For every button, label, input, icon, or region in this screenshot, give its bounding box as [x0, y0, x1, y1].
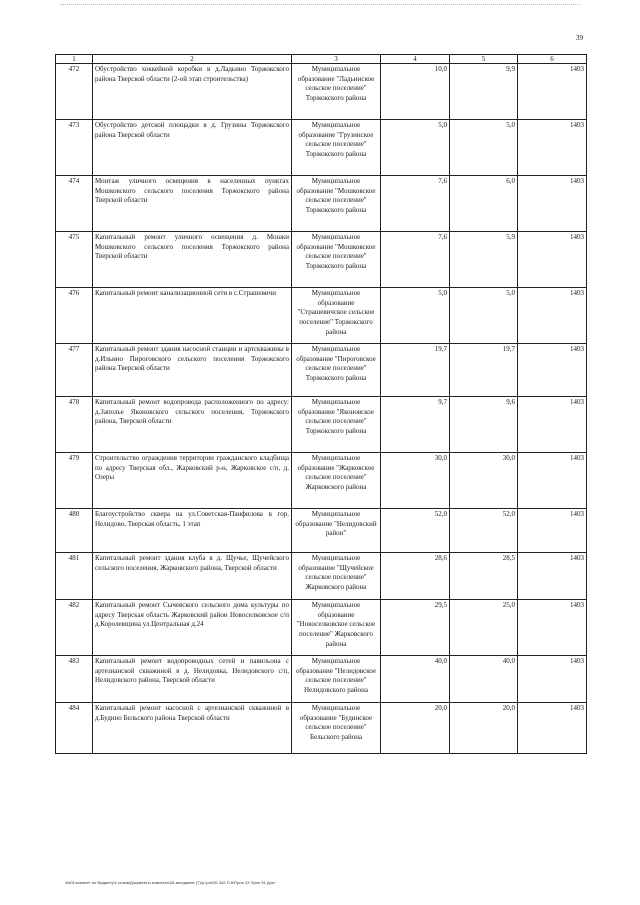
- row-number: 476: [56, 288, 93, 344]
- footer-file-path: \\fs01\комитет по бюджету\4 созыв\Документы комитета\28 заседание (7)\р-\рп\28\ 342-П-6\Прил 33 Прил 51 Док+: [65, 880, 276, 885]
- col-header-3: 3: [292, 55, 381, 64]
- row-value-4: 7,6: [381, 176, 450, 232]
- page-number: 39: [576, 34, 583, 42]
- row-value-4: 20,0: [381, 703, 450, 754]
- row-number: 472: [56, 64, 93, 120]
- row-number: 482: [56, 600, 93, 656]
- row-value-6: 1403: [518, 176, 587, 232]
- col-header-4: 4: [381, 55, 450, 64]
- row-value-6: 1403: [518, 600, 587, 656]
- row-description: Капитальный ремонт здания клуба в д. Щучье, Щучейского сельского поселения, Жарковского района, Тверской области: [93, 553, 292, 600]
- row-value-5: 52,0: [450, 509, 518, 553]
- row-value-4: 30,0: [381, 453, 450, 509]
- row-value-4: 52,0: [381, 509, 450, 553]
- row-value-4: 9,7: [381, 397, 450, 453]
- row-organization: Муниципальное образование "Грузинское сельское поселение" Торжокского района: [292, 120, 381, 176]
- row-number: 484: [56, 703, 93, 754]
- row-value-5: 9,6: [450, 397, 518, 453]
- row-number: 481: [56, 553, 93, 600]
- row-number: 473: [56, 120, 93, 176]
- row-organization: Муниципальное образование "Щучейское сельское поселение" Жарковского района: [292, 553, 381, 600]
- table-row: [56, 288, 587, 344]
- row-value-5: 6,0: [450, 176, 518, 232]
- row-number: 483: [56, 656, 93, 703]
- table-row: [56, 656, 587, 703]
- table-row: [56, 176, 587, 232]
- row-value-5: 5,0: [450, 120, 518, 176]
- row-organization: Муниципальное образование "Пироговское сельское поселение" Торжокского района: [292, 344, 381, 397]
- row-value-4: 19,7: [381, 344, 450, 397]
- row-value-6: 1403: [518, 397, 587, 453]
- row-number: 478: [56, 397, 93, 453]
- row-value-5: 9,9: [450, 64, 518, 120]
- row-organization: Муниципальное образование "Нелидовское сельское поселение" Нелидовского района: [292, 656, 381, 703]
- row-description: Монтаж уличного освещения в населенных пунктах Мошковского сельского поселения Торжокского района Тверской области: [93, 176, 292, 232]
- row-value-6: 1403: [518, 703, 587, 754]
- col-header-5: 5: [450, 55, 518, 64]
- row-value-5: 40,0: [450, 656, 518, 703]
- col-header-1: 1: [56, 55, 93, 64]
- projects-table: [55, 54, 587, 754]
- row-number: 474: [56, 176, 93, 232]
- row-description: Капитальный ремонт водопроводных сетей и павильона с артезианской скважиной в д. Нелидовка, Нелидовского с/п, Нелидовского района, Тверской области: [93, 656, 292, 703]
- row-description: Капитальный ремонт канализационной сети в с.Страшевичи: [93, 288, 292, 344]
- row-organization: Муниципальное образование "Будинское сельское поселение" Бельского района: [292, 703, 381, 754]
- row-value-4: 40,0: [381, 656, 450, 703]
- row-value-5: 28,5: [450, 553, 518, 600]
- table-header: [56, 55, 587, 64]
- row-value-6: 1403: [518, 453, 587, 509]
- row-value-5: 20,0: [450, 703, 518, 754]
- row-value-6: 1403: [518, 120, 587, 176]
- row-value-6: 1403: [518, 553, 587, 600]
- table-row: [56, 344, 587, 397]
- row-value-5: 19,7: [450, 344, 518, 397]
- scan-artifact-line: [60, 4, 580, 6]
- row-value-4: 7,6: [381, 232, 450, 288]
- table-row: [56, 120, 587, 176]
- table-row: [56, 553, 587, 600]
- table-row: [56, 600, 587, 656]
- row-number: 475: [56, 232, 93, 288]
- row-description: Обустройство хоккейной коробки в д.Ладьино Торжокского района Тверской области (2-ой этап строительства): [93, 64, 292, 120]
- table-row: [56, 453, 587, 509]
- table-row: [56, 509, 587, 553]
- row-description: Капитальный ремонт Сычевского сельского дома культуры по адресу Тверская область Жарковский район Новоселковское с/п д.Королевщина ул.Центральная д.24: [93, 600, 292, 656]
- row-organization: Муниципальное образование "Новоселковское сельское поселение" Жарковского района: [292, 600, 381, 656]
- row-value-5: 25,0: [450, 600, 518, 656]
- row-value-5: 5,9: [450, 232, 518, 288]
- row-value-4: 10,0: [381, 64, 450, 120]
- row-value-5: 30,0: [450, 453, 518, 509]
- row-value-4: 29,5: [381, 600, 450, 656]
- row-value-6: 1403: [518, 509, 587, 553]
- row-description: Благоустройство сквера на ул.Советская-Панфилова в гор. Нелидово, Тверская область, 1 этап: [93, 509, 292, 553]
- row-organization: Муниципальное образование "Яконовское сельское поселение" Торжокского района: [292, 397, 381, 453]
- row-organization: Муниципальное образование "Мошковское сельское поселение" Торжокского района: [292, 232, 381, 288]
- row-description: Строительство ограждения территории гражданского кладбища по адресу Тверская обл., Жарковский р-н, Жарковское с/п, д. Озеры: [93, 453, 292, 509]
- row-description: Капитальный ремонт здания насосной станции и артскважины в д.Ильино Пироговского сельского поселения Торжокского района Тверской области: [93, 344, 292, 397]
- row-organization: Муниципальное образование "Ладьинское сельское поселение" Торжокского района: [292, 64, 381, 120]
- row-value-4: 5,0: [381, 288, 450, 344]
- row-organization: Муниципальное образование "Нелидовский район": [292, 509, 381, 553]
- table-row: [56, 232, 587, 288]
- table-row: [56, 64, 587, 120]
- row-description: Капитальный ремонт водопровода расположенного по адресу: д.Заполье Яконовского сельского поселения, Торжокского района, Тверской области: [93, 397, 292, 453]
- row-description: Капитальный ремонт уличного освещения д. Мошки Мошковского сельского поселения Торжокского района Тверской области: [93, 232, 292, 288]
- row-value-6: 1403: [518, 64, 587, 120]
- table-row: [56, 397, 587, 453]
- row-organization: Муниципальное образование "Жарковское сельское поселение" Жарковского района: [292, 453, 381, 509]
- row-value-6: 1403: [518, 656, 587, 703]
- row-value-6: 1403: [518, 232, 587, 288]
- row-organization: Муниципальное образование "Мошковское сельское поселение" Торжокского района: [292, 176, 381, 232]
- row-description: Обустройство детской площадки в д. Грузины Торжокского района Тверской области: [93, 120, 292, 176]
- row-organization: Муниципальное образование "Страшевичское сельское поселение" Торжокского района: [292, 288, 381, 344]
- table-row: [56, 703, 587, 754]
- col-header-6: 6: [518, 55, 587, 64]
- col-header-2: 2: [93, 55, 292, 64]
- row-number: 479: [56, 453, 93, 509]
- row-value-5: 5,0: [450, 288, 518, 344]
- row-value-6: 1403: [518, 288, 587, 344]
- row-value-6: 1403: [518, 344, 587, 397]
- row-number: 477: [56, 344, 93, 397]
- row-value-4: 28,6: [381, 553, 450, 600]
- row-description: Капитальный ремонт насосной с артезианской скважиной в д.Будино Бельского района Тверской области: [93, 703, 292, 754]
- row-value-4: 5,0: [381, 120, 450, 176]
- row-number: 480: [56, 509, 93, 553]
